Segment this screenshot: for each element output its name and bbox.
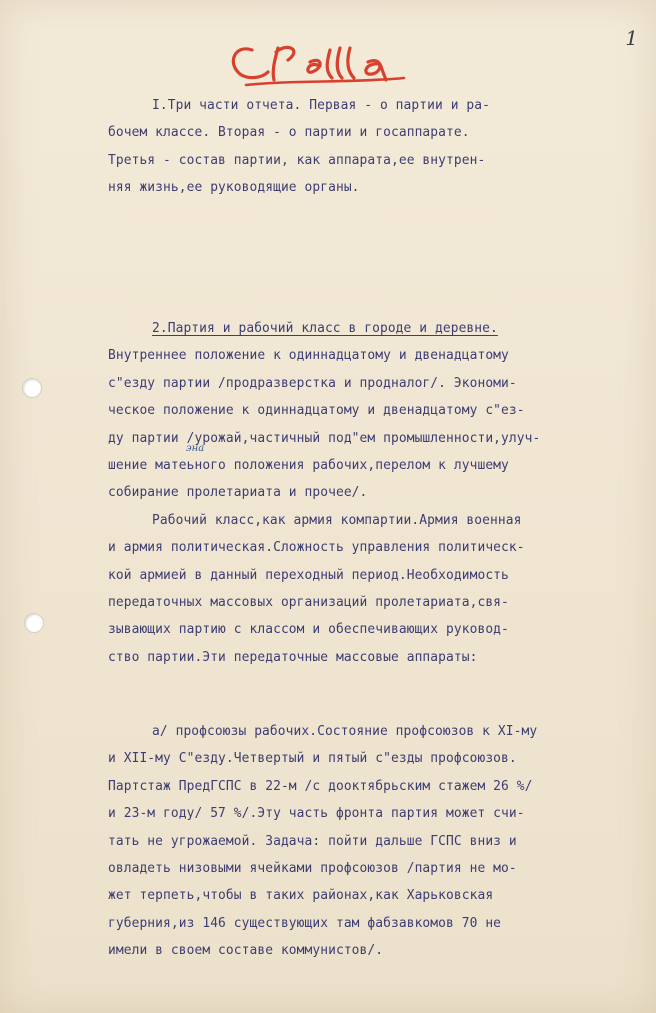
text-line: ство партии.Эти передаточные массовые аппараты: xyxy=(108,649,478,665)
stamp-handwritten-title xyxy=(222,28,412,88)
text-line: а/ профсоюзы рабочих.Состояние профсоюзов к XI-му xyxy=(152,724,538,739)
text-line: ческое положение к одиннадцатому и двенадцатому с"ез- xyxy=(108,403,525,419)
section-1 xyxy=(108,92,558,202)
text-line: шение матеьного положения рабочих,перелом к лучшему xyxy=(108,457,509,473)
text-line: передаточных массовых организаций пролетариата,свя- xyxy=(108,594,509,610)
section-2 xyxy=(108,315,558,671)
text-line: с"езду партии /продразверстка и продналог/. Экономи- xyxy=(108,375,517,391)
text-line: имели в своем составе коммунистов/. xyxy=(108,943,384,959)
text-line: няя жизнь,ее руководящие органы. xyxy=(108,180,360,196)
section-3 xyxy=(108,718,558,965)
text-line: и XII-му С"езду.Четвертый и пятый с"езды профсоюзов. xyxy=(108,751,517,767)
text-line: тать не угрожаемой. Задача: пойти дальше ГСПС вниз и xyxy=(108,833,517,849)
text-line: кой армией в данный переходный период.Необходимость xyxy=(108,567,509,583)
text-line: Партстаж ПредГСПС в 22-м /с дооктябрьским стажем 26 %/ xyxy=(108,778,533,794)
text-line: бочем классе. Вторая - о партии и госаппарате. xyxy=(108,125,470,141)
text-line: собирание пролетариата и прочее/. xyxy=(108,485,368,501)
text-line: ду партии /урожай,частичный под"ем промышленности,улуч- xyxy=(108,430,541,446)
text-line: зывающих партию с классом и обеспечивающих руковод- xyxy=(108,622,509,638)
text-line: и 23-м году/ 57 %/.Эту часть фронта партия может счи- xyxy=(108,806,525,822)
text-line: Рабочий класс,как армия компартии.Армия военная xyxy=(152,512,522,528)
text-line: I.Три части отчета. Первая - о партии и ра- xyxy=(152,98,491,113)
text-line: губерния,из 146 существующих там фабзавкомов 70 не xyxy=(108,915,502,931)
text-line: Третья - состав партии, как аппарата,ее внутрен- xyxy=(108,152,486,168)
section-heading: 2.Партия и рабочий класс в городе и деревне. xyxy=(152,321,498,336)
page-number: 1 xyxy=(625,26,638,50)
text-line: Внутреннее положение к одиннадцатому и двенадцатому xyxy=(108,348,509,364)
text-line: овладеть низовыми ячейками профсоюзов /партия не мо- xyxy=(108,860,517,876)
text-line: и армия политическая.Сложность управления политическ- xyxy=(108,540,525,556)
punch-hole xyxy=(24,613,44,633)
text-line: жет терпеть,чтобы в таких районах,как Харьковская xyxy=(108,888,494,904)
punch-hole xyxy=(22,378,42,398)
handwritten-insert: эна xyxy=(186,443,205,454)
